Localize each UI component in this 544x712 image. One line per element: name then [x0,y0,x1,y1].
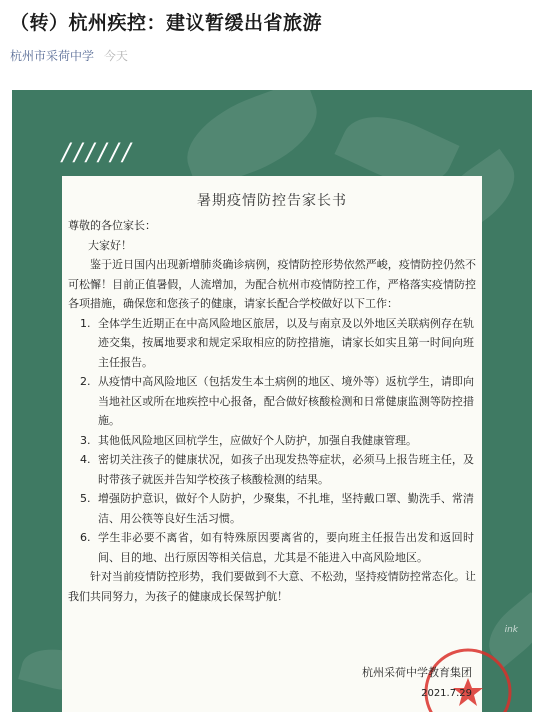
list-item [68,528,478,567]
letter-greeting: 尊敬的各位家长： [68,219,156,232]
watermark: ink [504,625,518,635]
letter-intro: 鉴于近日国内出现新增肺炎确诊病例，疫情防控形势依然严峻，疫情防控仍然不可松懈！目前正值暑假，人流增加，为配合杭州市疫情防控工作，严格落实疫情防控各项措施，确保您和您孩子的健康，请家长配合学校做好以下工作： [68,258,476,310]
letter-title: 暑期疫情防控告家长书 [197,193,347,209]
item-number: 6. [80,531,91,544]
item-number: 1. [80,316,91,330]
measures-list [66,314,478,568]
article-title: （转）杭州疾控：建议暂缓出省旅游 [10,12,323,34]
item-text: 学生非必要不离省，如有特殊原因要离省的，要向班主任报告出发和返回时间、目的地、出行原因等相关信息，尤其是不能进入中高风险地区。 [98,531,474,564]
notice-poster-image [12,90,532,712]
letter-closing: 针对当前疫情防控形势，我们要做到不大意、不松劲，坚持疫情防控常态化。让我们共同努力，为孩子的健康成长保驾护航！ [68,570,476,603]
list-item [68,314,478,373]
item-text: 全体学生近期正在中高风险地区旅居，以及与南京及以外地区关联病例存在轨迹交集，按属地要求和规定采取相应的防控措施，请家长如实且第一时间向班主任报告。 [98,316,474,369]
list-item [68,431,478,451]
account-name-link[interactable]: 杭州市采荷中学 [10,49,95,63]
letter-hello: 大家好！ [88,238,132,252]
slash-decoration: ////// [62,138,135,166]
item-number: 2. [80,375,91,388]
item-number: 5. [80,492,91,505]
article-header [10,10,534,64]
item-text: 增强防护意识，做好个人防护，少聚集，不扎堆，坚持戴口罩、勤洗手、常清洁、用公筷等良好生活习惯。 [98,492,474,525]
item-number: 4. [80,453,91,466]
letter-paper [62,176,482,712]
item-text: 密切关注孩子的健康状况，如孩子出现发热等症状，必须马上报告班主任，及时带孩子就医并告知学校孩子核酸检测的结果。 [98,453,474,486]
item-text: 从疫情中高风险地区（包括发生本土病例的地区、境外等）返杭学生，请即向当地社区或所在地疾控中心报备，配合做好核酸检测和日常健康监测等防控措施。 [98,375,474,427]
publish-time: 今天 [103,49,128,63]
item-text: 其他低风险地区回杭学生，应做好个人防护，加强自我健康管理。 [98,433,417,447]
signature-date: 2021.7.29 [421,688,472,699]
signature-block [362,664,472,699]
article-meta [10,48,534,64]
item-number: 3. [80,433,91,447]
letter-body [66,216,478,606]
signature-name: 杭州采荷中学教育集团 [362,666,472,679]
list-item [68,489,478,528]
list-item [68,450,478,489]
list-item [68,372,478,431]
